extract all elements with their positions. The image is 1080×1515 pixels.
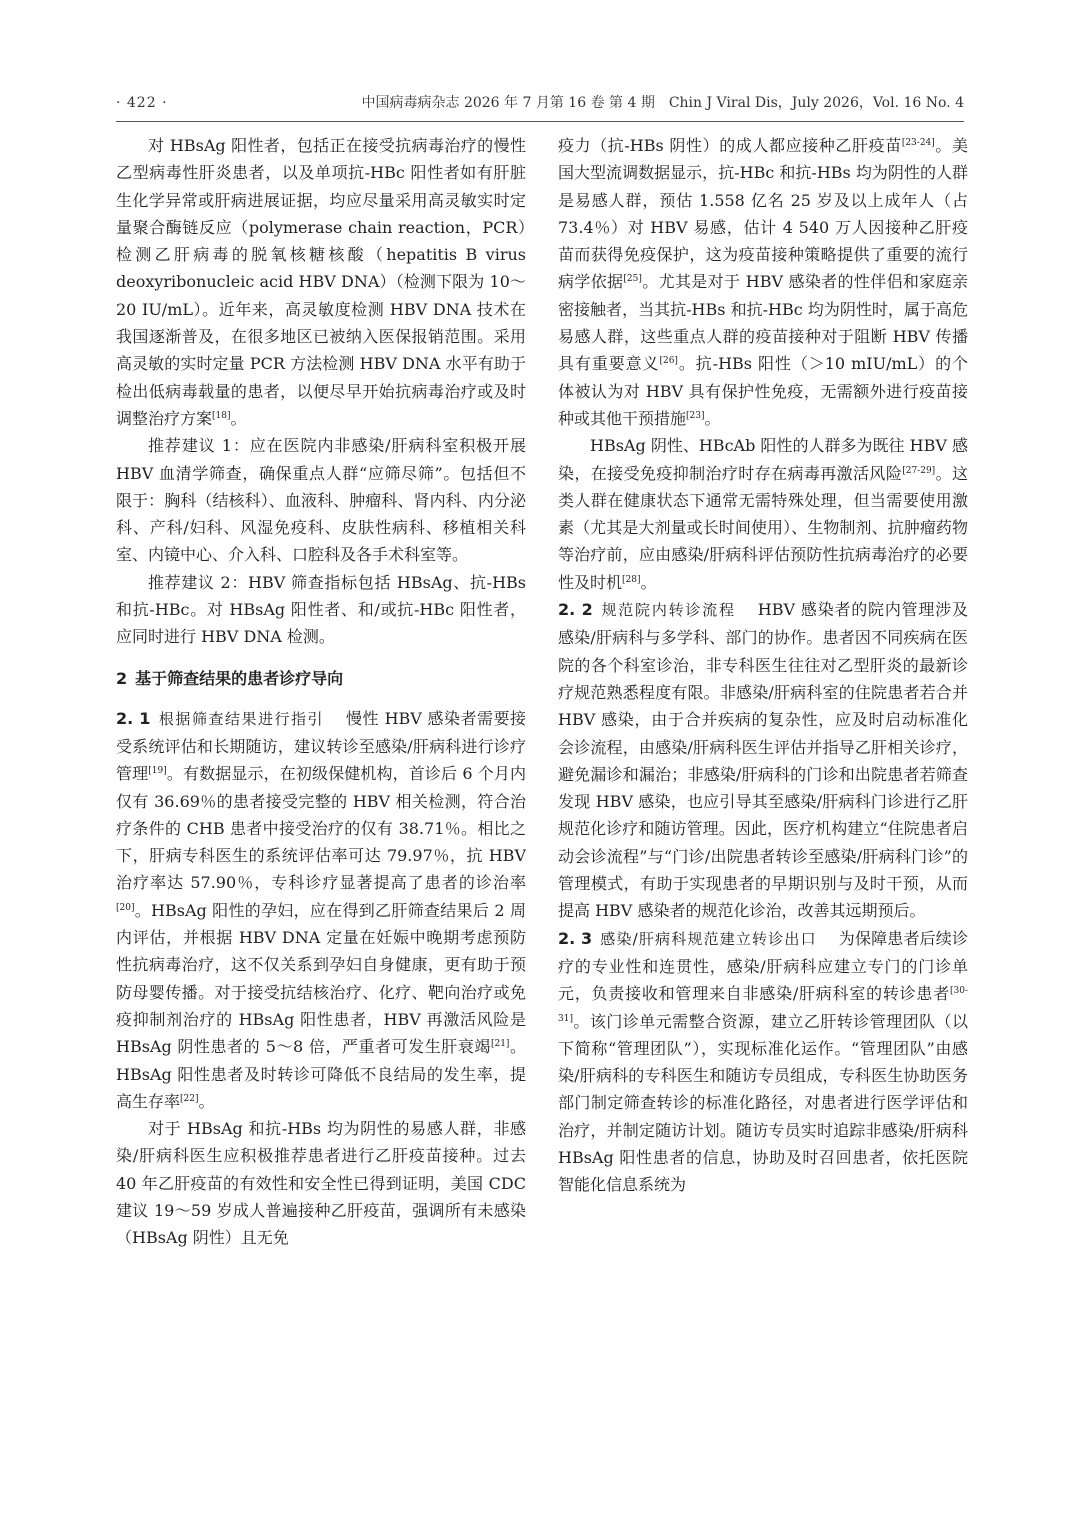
section-heading-2: 2 基于筛查结果的患者诊疗导向 (116, 668, 344, 688)
running-header (116, 92, 964, 116)
citation[interactable]: [23-24] (901, 138, 935, 148)
citation[interactable]: [27-29] (902, 465, 936, 476)
citation[interactable]: [23] (686, 410, 705, 421)
subsection-title: 感染/肝病科规范建立转诊出口 (600, 929, 817, 948)
subsection-title: 根据筛查结果进行指引 (158, 709, 324, 728)
paragraph-hbv-dna-testing: 对 HBsAg 阳性者，包括正在接受抗病毒治疗的慢性乙型病毒性肝炎患者，以及单项抗-HBc 阳性者如有肝脏生化学异常或肝病进展证据，均应尽量采用高灵敏实时定量聚合酶链反应（polymerase chain reaction，PCR）检测乙肝病毒的脱氧核糖核酸（hepatitis B virus deoxyribonucleic acid HBV DNA）（检测下限为 10～20 IU/mL）。近年来，高灵敏度检测 HBV DNA 技术在我国逐渐普及，在很多地区已被纳入医保报销范围。采用高灵敏的实时定量 PCR 方法检测 HBV DNA 水平有助于检出低病毒载量的患者，以便尽早开始抗病毒治疗或及时调整治疗方案[18]。 (116, 136, 526, 428)
subsection-title: 规范院内转诊流程 (600, 601, 736, 620)
citation[interactable]: [28] (622, 574, 641, 585)
citation[interactable]: [18] (212, 410, 231, 421)
citation[interactable]: [21] (490, 1039, 510, 1050)
page-number: · 422 · (116, 95, 168, 111)
right-column (558, 132, 968, 1392)
subsection-2-3: 2. 3 感染/肝病科规范建立转诊出口 为保障患者后续诊疗的专业性和连贯性，感染/肝病科应建立专门的门诊单元，负责接收和管理来自非感染/肝病科室的转诊患者[30-31]。该门诊单元需整合资源，建立乙肝转诊管理团队（以下简称“管理团队”），实现标准化运作。“管理团队”由感染/肝病科的专科医生和随访专员组成，专科医生协助医务部门制定筛查转诊的标准化路径，对患者进行医学评估和治疗，并制定随访计划。随访专员实时追踪非感染/肝病科 HBsAg 阳性患者的信息，协助及时召回患者，依托医院智能化信息系统为 (558, 928, 968, 1195)
citation[interactable]: [25] (623, 274, 642, 285)
citation[interactable]: [22] (180, 1093, 199, 1104)
subsection-2-1: 2. 1 根据筛查结果进行指引 慢性 HBV 感染者需要接受系统评估和长期随访，建议转诊至感染/肝病科进行诊疗管理[19]。有数据显示，在初级保健机构，首诊后 6 个月内仅有 36.69％的患者接受完整的 HBV 相关检测，符合治疗条件的 CHB 患者中接受治疗的仅有 38.71％。相比之下，肝病专科医生的系统评估率可达 79.97％，抗 HBV 治疗率达 57.90％，专科诊疗显著提高了患者的诊治率[20]。HBsAg 阳性的孕妇，应在得到乙肝筛查结果后 2 周内评估，并根据 HBV DNA 定量在妊娠中晚期考虑预防性抗病毒治疗，这不仅关系到孕妇自身健康，更有助于预防母婴传播。对于接受抗结核治疗、化疗、靶向治疗或免疫抑制剂治疗的 HBsAg 阳性患者，HBV 再激活风险是 HBsAg 阴性患者的 5～8 倍，严重者可发生肝衰竭[21]。HBsAg 阳性患者及时转诊可降低不良结局的发生率，提高生存率[22]。 (116, 708, 526, 1111)
journal-citation: 中国病毒病杂志 2026 年 7 月第 16 卷 第 4 期 Chin J Viral Dis，July 2026，Vol. 16 No. 4 (361, 95, 964, 111)
paragraph-vaccination-cont: 疫力（抗-HBs 阴性）的成人都应接种乙肝疫苗[23-24]。美国大型流调数据显示，抗-HBc 和抗-HBs 均为阴性的人群是易感人群，预估 1.558 亿名 25 岁及以上成年人（占 73.4％）对 HBV 易感，估计 4 540 万人因接种乙肝疫苗而获得免疫保护，这为疫苗接种策略提供了重要的流行病学依据[25]。尤其是对于 HBV 感染者的性伴侣和家庭亲密接触者，当其抗-HBs 和抗-HBc 均为阴性时，属于高危易感人群，这些重点人群的疫苗接种对于阻断 HBV 传播具有重要意义[26]。抗-HBs 阳性（＞10 mIU/mL）的个体被认为对 HBV 具有保护性免疫，无需额外进行疫苗接种或其他干预措施[23]。 (558, 136, 968, 428)
subsection-2-2: 2. 2 规范院内转诊流程 HBV 感染者的院内管理涉及感染/肝病科与多学科、部门的协作。患者因不同疾病在医院的各个科室诊治，非专科医生往往对乙型肝炎的最新诊疗规范熟悉程度有限。非感染/肝病科室的住院患者若合并 HBV 感染，由于合并疾病的复杂性，应及时启动标准化会诊流程，由感染/肝病科医生评估并指导乙肝相关诊疗，避免漏诊和漏治；非感染/肝病科的门诊和出院患者若筛查发现 HBV 感染，也应引导其至感染/肝病科门诊进行乙肝规范化诊疗和随访管理。因此，医疗机构建立“住院患者启动会诊流程”与“门诊/出院患者转诊至感染/肝病科门诊”的管理模式，有助于实现患者的早期识别与及时干预，从而提高 HBV 感染者的规范化诊治，改善其远期预后。 (558, 600, 968, 921)
citation[interactable]: [26] (659, 356, 678, 367)
citation[interactable]: [20] (116, 902, 135, 913)
paragraph-vaccination: 对于 HBsAg 和抗-HBs 均为阴性的易感人群，非感染/肝病科医生应积极推荐患者进行乙肝疫苗接种。过去 40 年乙肝疫苗的有效性和安全性已得到证明，美国 CDC 建议 19～59 岁成人普遍接种乙肝疫苗，强调所有未感染（HBsAg 阴性）且无免 (116, 1119, 526, 1248)
recommendation-2: 推荐建议 2：HBV 筛查指标包括 HBsAg、抗-HBs 和抗-HBc。对 HBsAg 阳性者、和/或抗-HBc 阳性者，应同时进行 HBV DNA 检测。 (116, 572, 526, 647)
header-rule (116, 121, 964, 122)
paragraph-hbcab-positive: HBsAg 阴性、HBcAb 阳性的人群多为既往 HBV 感染，在接受免疫抑制治疗时存在病毒再激活风险[27-29]。这类人群在健康状态下通常无需特殊处理，但当需要使用激素（尤其是大剂量或长时间使用）、生物制剂、抗肿瘤药物等治疗前，应由感染/肝病科评估预防性抗病毒治疗的必要性及时机[28]。 (558, 436, 968, 592)
citation[interactable]: [19] (148, 766, 167, 777)
citation[interactable]: [30-31] (558, 986, 968, 1024)
left-column (116, 132, 526, 1392)
recommendation-1: 推荐建议 1：应在医院内非感染/肝病科室积极开展 HBV 血清学筛查，确保重点人群“应筛尽筛”。包括但不限于：胸科（结核科）、血液科、肿瘤科、肾内科、内分泌科、产科/妇科、风湿免疫科、皮肤性病科、移植相关科室、内镜中心、介入科、口腔科及各手术科室等。 (116, 436, 526, 565)
